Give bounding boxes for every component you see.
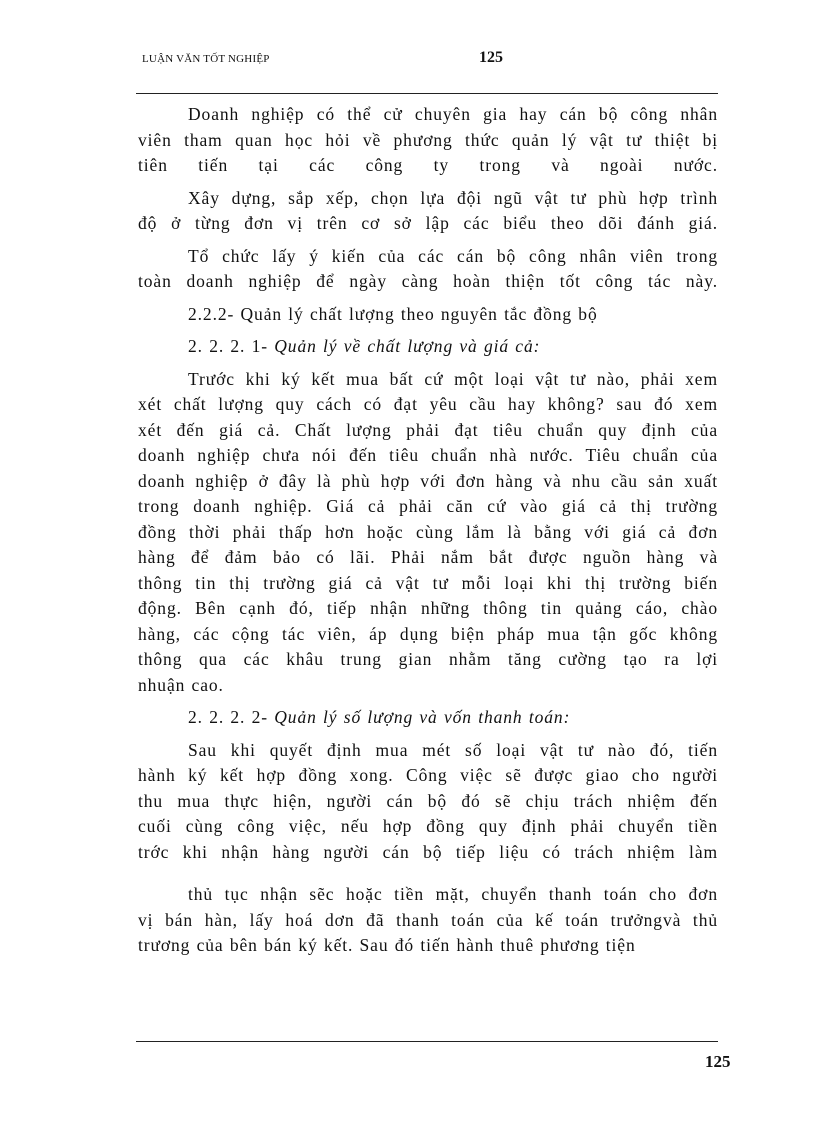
- section-heading-2-2-2: [138, 302, 718, 328]
- footer-rule: [136, 1041, 718, 1042]
- subsection-heading-2-2-2-2: [138, 705, 718, 731]
- paragraph-gap: [138, 872, 718, 882]
- text-line: trớc khi nhận hàng người cán bộ tiếp liệu có trách nhiệm làm: [138, 841, 718, 862]
- paragraph-3: [138, 244, 718, 295]
- text-line: Tổ chức lấy ý kiến của các cán bộ công nhân viên trong: [188, 245, 718, 266]
- header-page-number: 125: [479, 49, 503, 66]
- text-line: đồng thời phải thấp hơn hoặc cùng lắm là bằng với giá cả đơn: [138, 521, 718, 542]
- paragraph-6: [138, 882, 718, 959]
- document-body: [138, 102, 718, 966]
- footer-page-number: 125: [705, 1052, 731, 1071]
- paragraph-5: [138, 738, 718, 866]
- text-line: doanh nghiệp ở đây là phù hợp với đơn hàng và nhu cầu sản xuất: [138, 470, 718, 491]
- text-line: hành ký kết hợp đồng xong. Công việc sẽ được giao cho người: [138, 765, 718, 785]
- text-line: thu mua thực hiện, người cán bộ đó sẽ chịu trách nhiệm đến: [138, 790, 718, 811]
- subsection-heading-2-2-2-1: [138, 334, 718, 360]
- text-line: Trước khi ký kết mua bất cứ một loại vật tư nào, phải xem: [188, 368, 718, 389]
- paragraph-2: [138, 186, 718, 237]
- text-line: hàng để đảm bảo có lãi. Phải nắm bắt được nguồn hàng và: [138, 547, 718, 567]
- paragraph-1: [138, 102, 718, 179]
- text-line: viên tham quan học hỏi về phương thức quản lý vật tư thiệt bị: [138, 129, 718, 150]
- text-line: [138, 705, 718, 731]
- text-line: Doanh nghiệp có thể cử chuyên gia hay cán bộ công nhân: [188, 104, 718, 124]
- text-line: tiên tiến tại các công ty trong và ngoài nước.: [138, 155, 718, 175]
- text-line: [138, 334, 718, 360]
- text-line: trương của bên bán ký kết. Sau đó tiến hành thuê phương tiện: [138, 935, 636, 955]
- text-line: thông tin thị trường giá cả vật tư mỗi loại khi thị trường biến: [138, 572, 718, 593]
- heading-number: 2. 2. 2. 1-: [188, 336, 268, 356]
- text-line: động. Bên cạnh đó, tiếp nhận những thông tin quảng cáo, chào: [138, 598, 718, 618]
- text-line: nhuận cao.: [138, 674, 224, 695]
- text-line: 2.2.2- Quản lý chất lượng theo nguyên tắc đồng bộ: [188, 303, 598, 324]
- running-header-title: LUẬN VĂN TỐT NGHIỆP: [142, 53, 270, 65]
- text-line: trong doanh nghiệp. Giá cả phải căn cứ vào giá cả thị trường: [138, 496, 718, 516]
- heading-title: Quản lý về chất lượng và giá cả:: [274, 336, 541, 356]
- text-line: Xây dựng, sắp xếp, chọn lựa đội ngũ vật tư phù hợp trình: [188, 187, 718, 208]
- heading-title: Quản lý số lượng và vốn thanh toán:: [274, 707, 571, 727]
- paragraph-4: [138, 367, 718, 699]
- text-line: thủ tục nhận sẽc hoặc tiền mặt, chuyển thanh toán cho đơn: [188, 884, 718, 904]
- text-line: thông qua các khâu trung gian nhằm tăng cường tạo ra lợi: [138, 649, 718, 669]
- text-line: hàng, các cộng tác viên, áp dụng biện pháp mua tận gốc không: [138, 623, 718, 644]
- text-line: vị bán hàn, lấy hoá dơn đã thanh toán của kế toán trưởngvà thủ: [138, 909, 718, 930]
- text-line: độ ở từng đơn vị trên cơ sở lập các biểu theo dõi đánh giá.: [138, 213, 718, 233]
- text-line: cuối cùng công việc, nếu hợp đồng quy định phải chuyển tiền: [138, 816, 718, 836]
- heading-number: 2. 2. 2. 2-: [188, 707, 268, 727]
- text-line: toàn doanh nghiệp để ngày càng hoàn thiện tốt công tác này.: [138, 271, 718, 291]
- text-line: doanh nghiệp chưa nói đến tiêu chuẩn nhà nước. Tiêu chuẩn của: [138, 445, 718, 465]
- text-line: xét đến giá cả. Chất lượng phải đạt tiêu chuẩn quy định của: [138, 419, 718, 440]
- header-rule: [136, 93, 718, 94]
- text-line: Sau khi quyết định mua mét số loại vật tư nào đó, tiến: [188, 739, 718, 760]
- text-line: xét chất lượng quy cách có đạt yêu cầu hay không? sau đó xem: [138, 394, 718, 414]
